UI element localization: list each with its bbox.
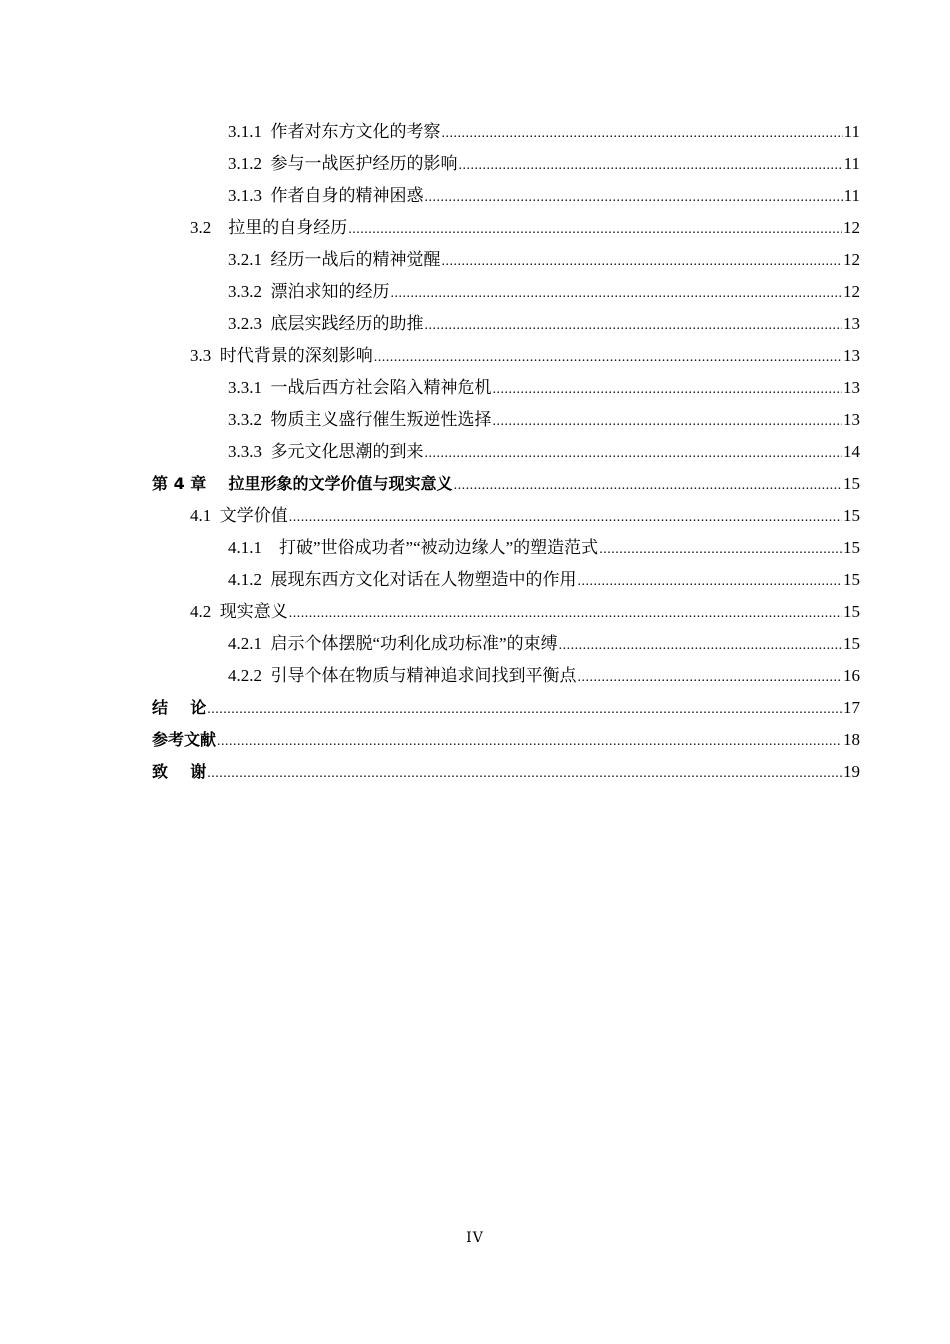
- toc-entry[interactable]: [152, 628, 860, 660]
- toc-entry[interactable]: [152, 180, 860, 212]
- toc-entry-title: 3.3.2 物质主义盛行催生叛逆性选择: [228, 410, 492, 429]
- toc-entry-page: 15: [843, 634, 860, 653]
- toc-entry[interactable]: [152, 660, 860, 692]
- toc-dot-leader: [207, 694, 842, 726]
- toc-dot-leader: [578, 662, 843, 694]
- toc-entry-page: 12: [843, 250, 860, 269]
- toc-dot-leader: [493, 406, 843, 438]
- toc-dot-leader: [599, 534, 842, 566]
- toc-entry[interactable]: [152, 596, 860, 628]
- toc-entry-title: 3.3.3 多元文化思潮的到来: [228, 442, 424, 461]
- toc-entry-title: 3.2 拉里的自身经历: [190, 218, 348, 237]
- toc-entry-page: 13: [843, 378, 860, 397]
- toc-entry[interactable]: [152, 244, 860, 276]
- toc-entry-page: 13: [843, 410, 860, 429]
- page-number: IV: [466, 1230, 484, 1246]
- toc-entry-page: 13: [843, 346, 860, 365]
- toc-entry-title: 4.2.1 启示个体摆脱“功利化成功标准”的束缚: [228, 634, 558, 653]
- toc-entry-page: 11: [843, 154, 860, 173]
- toc-entry-title: 3.2.1 经历一战后的精神觉醒: [228, 250, 441, 269]
- toc-entry[interactable]: [152, 372, 860, 404]
- toc-dot-leader: [559, 630, 842, 662]
- toc-entry-title: 4.2.2 引导个体在物质与精神追求间找到平衡点: [228, 666, 577, 685]
- toc-entry-page: 15: [843, 602, 860, 621]
- toc-entry-page: 11: [843, 122, 860, 141]
- toc-entry[interactable]: [152, 500, 860, 532]
- toc-dot-leader: [442, 118, 843, 150]
- toc-entry-title: 3.1.1 作者对东方文化的考察: [228, 122, 441, 141]
- toc-entry-title: 4.1 文学价值: [190, 506, 288, 525]
- toc-entry-page: 12: [843, 282, 860, 301]
- toc-entry[interactable]: [152, 404, 860, 436]
- toc-dot-leader: [454, 470, 842, 502]
- toc-entry[interactable]: [152, 276, 860, 308]
- toc-dot-leader: [425, 310, 843, 342]
- toc-entry-page: 16: [843, 666, 860, 685]
- toc-entry[interactable]: [152, 116, 860, 148]
- toc-entry-title: 结 论: [152, 698, 207, 717]
- toc-entry[interactable]: [152, 724, 860, 756]
- toc-entry[interactable]: [152, 692, 860, 724]
- toc-entry-page: 17: [843, 698, 860, 717]
- toc-entry-page: 12: [843, 218, 860, 237]
- toc-entry-title: 3.3 时代背景的深刻影响: [190, 346, 373, 365]
- toc-dot-leader: [289, 598, 842, 630]
- toc-entry-title: 3.2.3 底层实践经历的助推: [228, 314, 424, 333]
- toc-entry[interactable]: [152, 340, 860, 372]
- toc-entry[interactable]: [152, 308, 860, 340]
- toc-entry-page: 15: [843, 474, 860, 493]
- toc-dot-leader: [289, 502, 842, 534]
- toc-dot-leader: [348, 214, 842, 246]
- toc-entry-page: 15: [843, 506, 860, 525]
- toc-entry[interactable]: [152, 436, 860, 468]
- toc-dot-leader: [425, 182, 843, 214]
- toc-entry[interactable]: [152, 564, 860, 596]
- toc-entry-title: 4.1.1 打破”世俗成功者”“被动边缘人”的塑造范式: [228, 538, 599, 557]
- toc-entry-page: 19: [843, 762, 860, 781]
- toc-entry-page: 15: [843, 570, 860, 589]
- toc-entry[interactable]: [152, 148, 860, 180]
- toc-dot-leader: [217, 726, 842, 758]
- toc-entry-title: 4.2 现实意义: [190, 602, 288, 621]
- toc-entry-title: 4.1.2 展现东西方文化对话在人物塑造中的作用: [228, 570, 577, 589]
- toc-dot-leader: [374, 342, 842, 374]
- toc-entry-title: 参考文献: [152, 730, 217, 749]
- toc-entry-page: 15: [843, 538, 860, 557]
- toc-entry-title: 3.3.1 一战后西方社会陷入精神危机: [228, 378, 492, 397]
- toc-entry[interactable]: [152, 468, 860, 500]
- toc-dot-leader: [578, 566, 843, 598]
- toc-entry-page: 13: [843, 314, 860, 333]
- toc-dot-leader: [442, 246, 843, 278]
- toc-dot-leader: [425, 438, 843, 470]
- toc-dot-leader: [459, 150, 843, 182]
- toc-dot-leader: [207, 758, 842, 790]
- toc-entry-page: 18: [843, 730, 860, 749]
- toc-dot-leader: [391, 278, 843, 310]
- toc-entry[interactable]: [152, 532, 860, 564]
- toc-entry-title: 3.3.2 漂泊求知的经历: [228, 282, 390, 301]
- toc-dot-leader: [493, 374, 843, 406]
- toc-entry[interactable]: [152, 756, 860, 788]
- toc-entry[interactable]: [152, 212, 860, 244]
- toc-entry-title: 3.1.3 作者自身的精神困惑: [228, 186, 424, 205]
- toc-entry-title: 致 谢: [152, 762, 207, 781]
- toc-entry-title: 3.1.2 参与一战医护经历的影响: [228, 154, 458, 173]
- toc-entry-title: 第 4 章 拉里形象的文学价值与现实意义: [152, 474, 453, 493]
- toc-entry-page: 14: [843, 442, 860, 461]
- table-of-contents: [152, 116, 860, 788]
- toc-entry-page: 11: [843, 186, 860, 205]
